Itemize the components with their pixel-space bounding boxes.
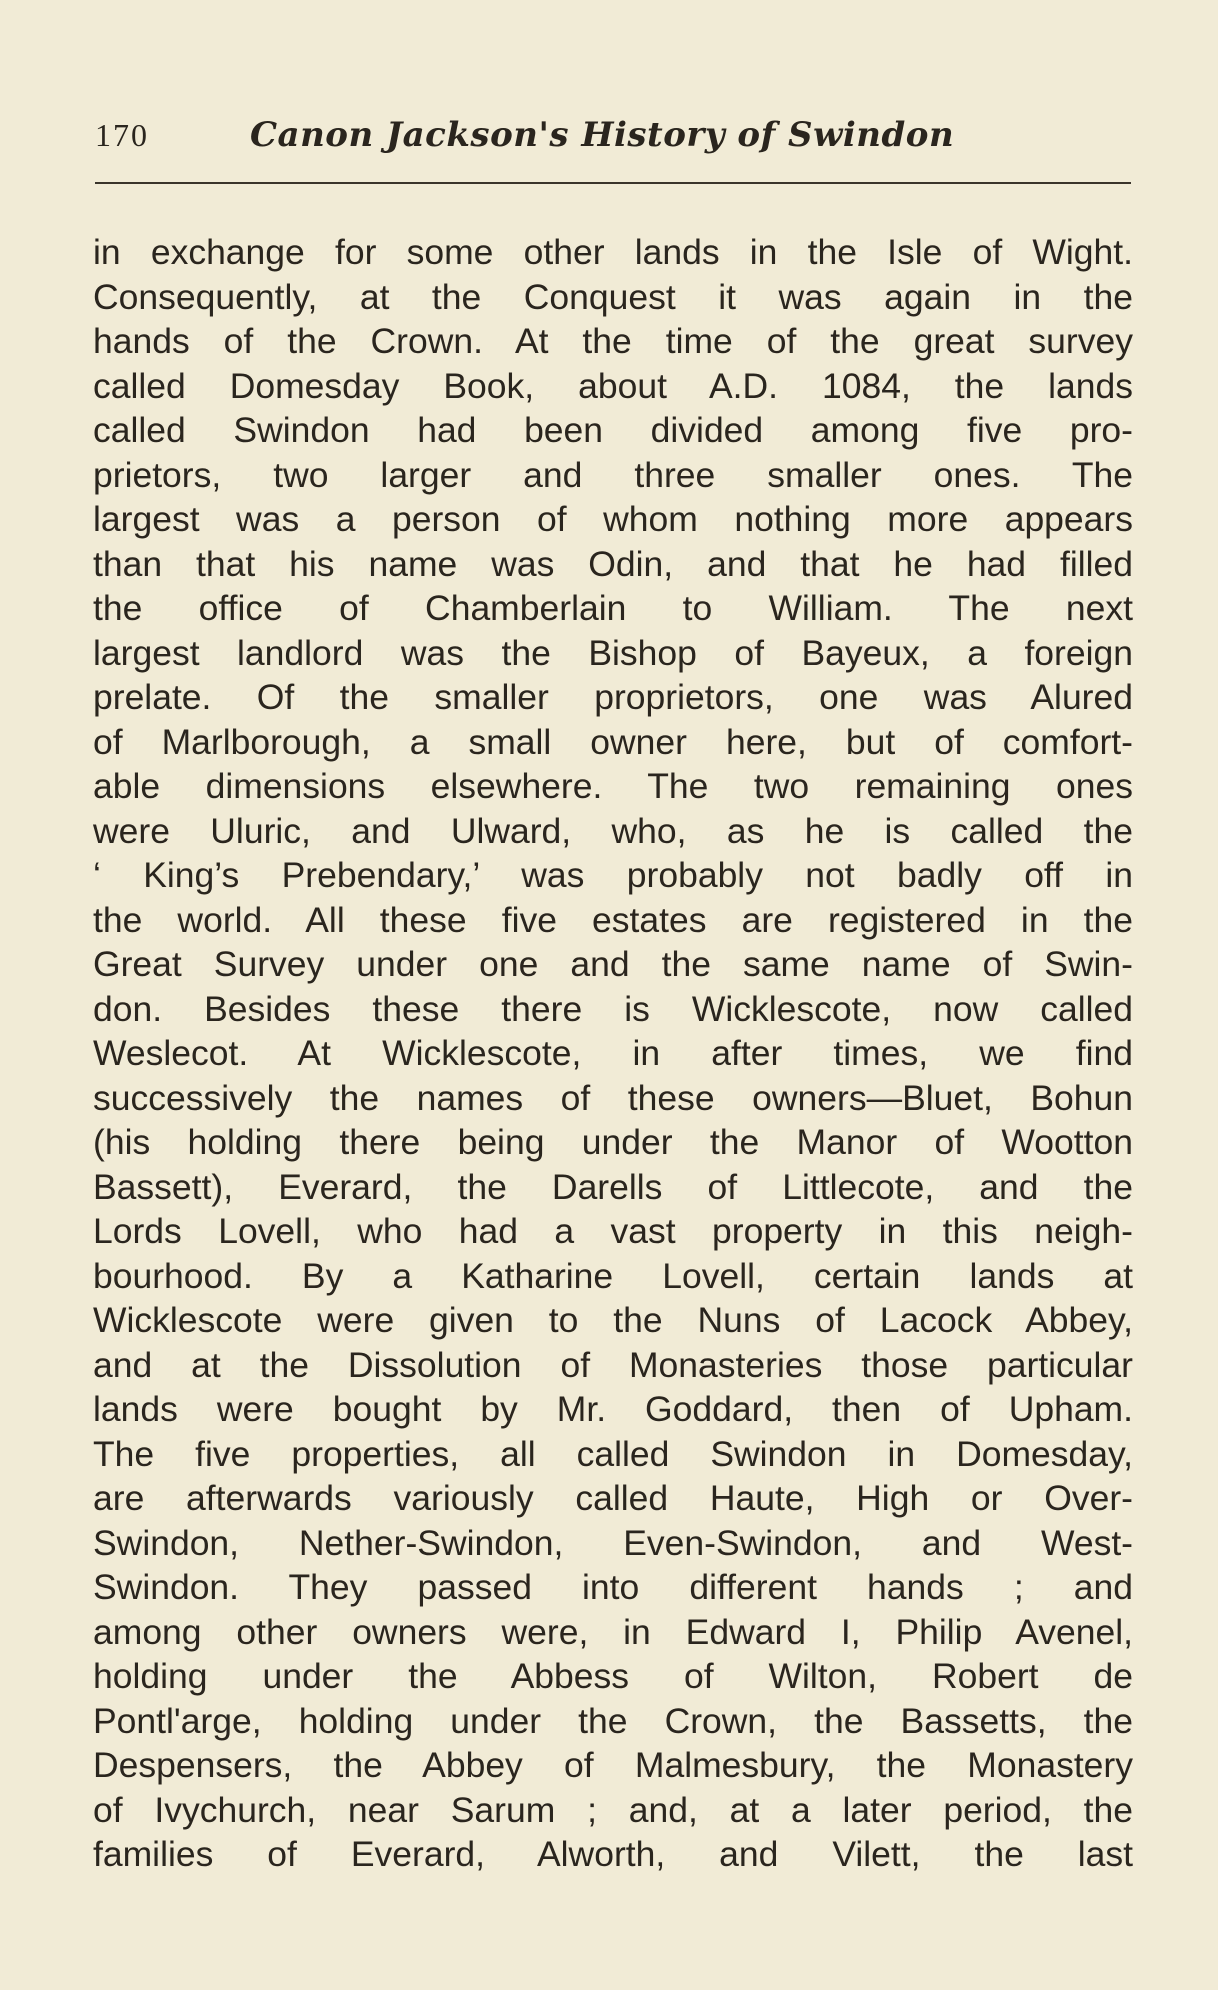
text-line: don. Besides these there is Wicklescote, now called [93,988,1133,1029]
text-line: are afterwards variously called Haute, High or Over- [93,1478,1133,1518]
text-line: lands were bought by Mr. Goddard, then of Upham. [93,1389,1133,1429]
text-line: among other owners were, in Edward I, Philip Avenel, [93,1611,1133,1652]
text-line: Despensers, the Abbey of Malmesbury, the Monastery [93,1745,1133,1785]
text-line: (his holding there being under the Manor of Wootton [93,1122,1133,1162]
text-line: prelate. Of the smaller proprietors, one was Alured [93,677,1133,717]
text-line: called Swindon had been divided among five pro- [93,410,1133,450]
text-line: and at the Dissolution of Monasteries those particular [93,1344,1133,1385]
text-line: Swindon, Nether-Swindon, Even-Swindon, and West- [93,1522,1133,1563]
text-line: ‘ King’s Prebendary,’ was probably not badly off in [93,855,1133,895]
header-rule [95,182,1131,184]
text-line: than that his name was Odin, and that he had filled [93,543,1133,584]
text-line: hands of the Crown. At the time of the great survey [93,321,1133,361]
page-header [95,110,1135,160]
body-text [93,230,1133,1877]
text-line: The five properties, all called Swindon in Domesday, [93,1433,1133,1474]
text-line: the world. All these five estates are registered in the [93,899,1133,940]
page-number: 170 [95,117,149,153]
text-line: prietors, two larger and three smaller ones. The [93,454,1133,495]
text-line: of Marlborough, a small owner here, but of comfort- [93,721,1133,762]
text-line: the office of Chamberlain to William. The next [93,588,1133,628]
text-line: bourhood. By a Katharine Lovell, certain lands at [93,1255,1133,1296]
text-line: were Uluric, and Ulward, who, as he is called the [93,810,1133,851]
running-title: Canon Jackson's History of Swindon [250,115,955,155]
text-line: holding under the Abbess of Wilton, Robert de [93,1656,1133,1696]
text-line: Pontl'arge, holding under the Crown, the Bassetts, the [93,1700,1133,1741]
text-line: of Ivychurch, near Sarum ; and, at a later period, the [93,1789,1133,1830]
text-line: Lords Lovell, who had a vast property in this neigh- [93,1211,1133,1251]
text-line: largest was a person of whom nothing more appears [93,499,1133,539]
text-line: Consequently, at the Conquest it was again in the [93,276,1133,317]
text-line: called Domesday Book, about A.D. 1084, the lands [93,365,1133,406]
text-line: successively the names of these owners—Bluet, Bohun [93,1077,1133,1118]
text-line: families of Everard, Alworth, and Vilett, the last [93,1834,1133,1874]
text-line: Weslecot. At Wicklescote, in after times, we find [93,1033,1133,1073]
text-line: in exchange for some other lands in the Isle of Wight. [93,232,1133,272]
text-line: Swindon. They passed into different hands ; and [93,1567,1133,1607]
text-line: able dimensions elsewhere. The two remaining ones [93,766,1133,806]
text-line: Wicklescote were given to the Nuns of Lacock Abbey, [93,1300,1133,1340]
text-line: largest landlord was the Bishop of Bayeux, a foreign [93,632,1133,673]
text-line: Bassett), Everard, the Darells of Littlecote, and the [93,1166,1133,1207]
text-line: Great Survey under one and the same name of Swin- [93,944,1133,984]
